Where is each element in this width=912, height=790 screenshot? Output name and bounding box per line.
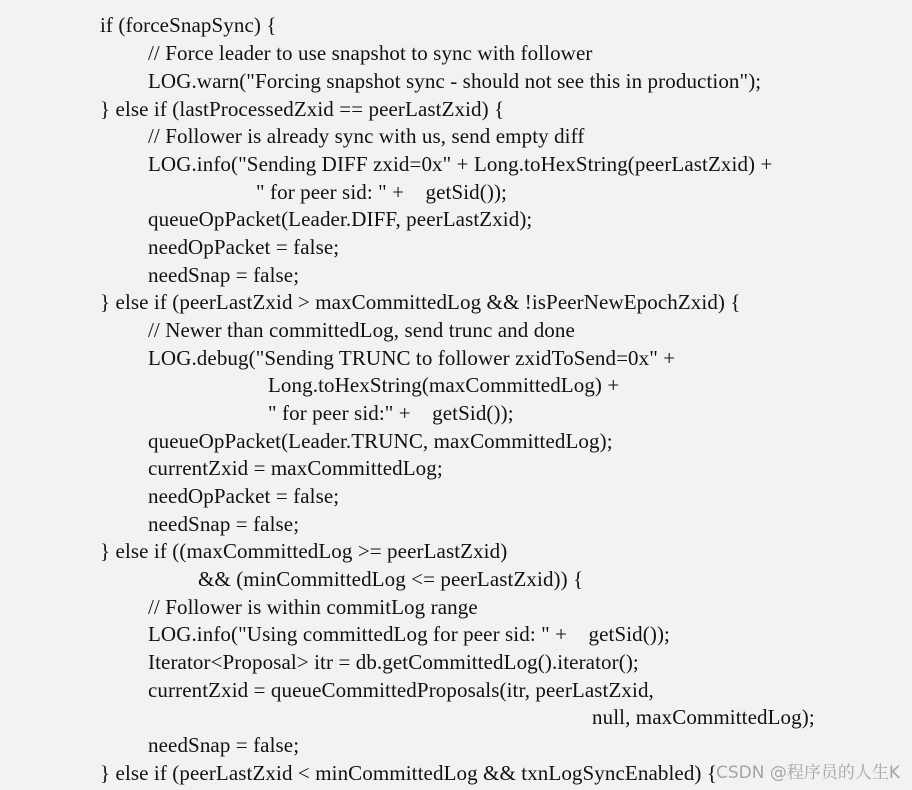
code-line: LOG.info("Using committedLog for peer sid: " + getSid()); [148,622,670,646]
code-line: if (forceSnapSync) { [100,13,277,37]
code-line: currentZxid = maxCommittedLog; [148,456,443,480]
code-line: } else if (lastProcessedZxid == peerLastZxid) { [100,97,505,121]
code-line: null, maxCommittedLog); [592,705,815,729]
code-line: } else if ((maxCommittedLog >= peerLastZxid) [100,539,508,563]
code-comment: // Follower is within commitLog range [148,595,478,619]
code-line: needSnap = false; [148,733,300,757]
code-line: LOG.info("Sending DIFF zxid=0x" + Long.toHexString(peerLastZxid) + [148,152,773,176]
code-line: needSnap = false; [148,263,300,287]
code-line: LOG.warn("Forcing snapshot sync - should not see this in production"); [148,69,762,93]
code-line: needOpPacket = false; [148,484,340,508]
code-line: currentZxid = queueCommittedProposals(itr, peerLastZxid, [148,678,654,702]
code-line: } else if (peerLastZxid > maxCommittedLog && !isPeerNewEpochZxid) { [100,290,741,314]
code-line: Iterator<Proposal> itr = db.getCommittedLog().iterator(); [148,650,639,674]
code-line: queueOpPacket(Leader.TRUNC, maxCommittedLog); [148,429,613,453]
code-line: needOpPacket = false; [148,235,340,259]
code-comment: // Follower is already sync with us, send empty diff [148,124,585,148]
code-line: " for peer sid:" + getSid()); [268,401,514,425]
code-line: } else if (peerLastZxid < minCommittedLog && txnLogSyncEnabled) { [100,761,718,785]
code-comment: // Force leader to use snapshot to sync with follower [148,41,593,65]
code-line: queueOpPacket(Leader.DIFF, peerLastZxid); [148,207,533,231]
code-line: needSnap = false; [148,512,300,536]
code-line: " for peer sid: " + getSid()); [256,180,507,204]
csdn-watermark: CSDN @程序员的人生K [715,763,900,783]
code-comment: // Newer than committedLog, send trunc and done [148,318,575,342]
code-line: LOG.debug("Sending TRUNC to follower zxidToSend=0x" + [148,346,676,370]
code-line: && (minCommittedLog <= peerLastZxid)) { [198,567,584,591]
code-line: Long.toHexString(maxCommittedLog) + [268,373,620,397]
